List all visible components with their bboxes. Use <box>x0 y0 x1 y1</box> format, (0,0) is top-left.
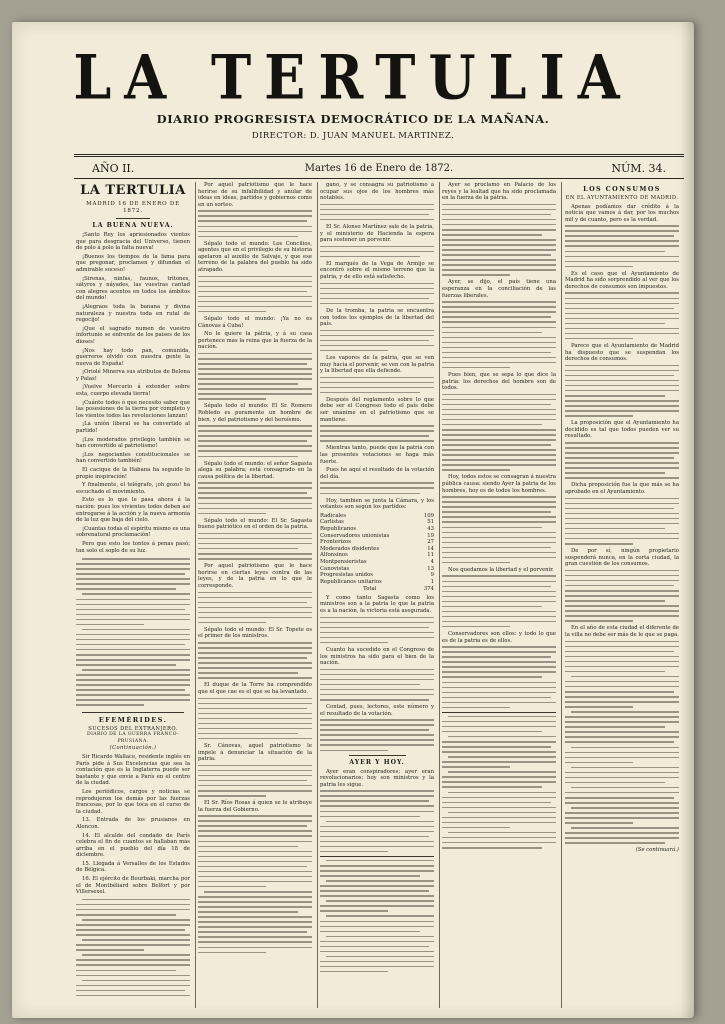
votes-count: 19 <box>427 532 434 539</box>
paragraph: Y como tanto Sagasta como los ministros son a la patria lo que la patria es a la nación, la victoria está asegurada. <box>320 594 434 615</box>
paragraph: Sépalo todo el mundo: ¡Ya no es Cánovas á Cuba! <box>198 316 312 329</box>
article-buena-nueva-body <box>76 232 190 554</box>
paragraph: Sépalo todo el mundo: Los Concilios, agentes que en el privilegio de su historia apelaron al auxilio de Salvaje, y que ese terreno de la palabra del pueblo ha sido atrapado. <box>198 240 312 274</box>
votes-party: Progresistas unidos <box>320 572 373 579</box>
efemerides-subheading: SUCESOS DEL EXTRANJERO. <box>88 725 178 732</box>
votes-party: Canovistas <box>320 565 350 572</box>
column-2 <box>198 182 312 1008</box>
paper-heading: LA TERTULIA <box>80 183 186 198</box>
efemerides-entry: 15. Llegada á Versalles de los Estados de Bélgica. <box>76 860 190 874</box>
paragraph: ¡Oriolé Minerva sus atributos de Belona y Palas! <box>76 369 190 382</box>
paragraph: ¡Vuelve Mercurio á extender sobre esta, cuerpo elevada tierra! <box>76 384 190 398</box>
paragraph: Sr. Cánovas, aquel patriotismo le impele á denunciar la situación de la patria. <box>198 743 312 763</box>
votes-party: Carlistas <box>320 519 344 526</box>
paragraph: ¡Los moderados privilegio también se han convertido al patriotismo! <box>76 436 190 450</box>
paragraph: Por aquel patriotismo que le hace herirse de su infalibilidad y anular de ideas en ideas, partidos y gobiernos como en un sorteo. <box>198 182 312 208</box>
votes-row <box>320 533 434 540</box>
paragraph: Cuanto ha sucedido en el Congreso de los ministros ha sido para el bien de la nación. <box>320 646 434 667</box>
paragraph: Mientras tanto, puede que la patria con las presentes votaciones se haga más fuerte. <box>320 445 434 465</box>
paragraph: En el año de esta ciudad el diferente de la villa no debe ser más de lo que se paga. <box>565 625 679 638</box>
column-divider <box>317 182 318 1008</box>
column-1 <box>76 182 190 1008</box>
columns-area <box>74 182 684 1008</box>
paragraph: De la tromba, la patria se encuentra con todos los ejemplos de la libertad del país. <box>320 307 434 328</box>
efemerides-entry: Sir Ricardo Wallace, residente inglés en París pide á Sus Excelencias que sea la contación que es la Inglaterra puede ser bastante y que envíe a París en el centro de la ciudad. <box>76 753 190 787</box>
issue-date: Martes 16 de Enero de 1872. <box>304 163 454 174</box>
paragraph: La proposición que el Ayuntamiento ha decidido es tal que todos pueden ver su resultado. <box>565 420 679 440</box>
paragraph: ¡Alegraos toda la banana y divina naturaleza y nuestra toda en rutal de regocijo! <box>76 303 190 324</box>
votes-row <box>320 513 434 520</box>
column-3 <box>320 182 434 1008</box>
votes-row <box>320 546 434 553</box>
votes-party: Conservadores unionistas <box>320 532 390 539</box>
efemerides-entry: 13. Entrada de los prusianos en Alencon. <box>76 817 190 830</box>
paragraph: ¡Los negociantes constitucionales se han convertido también! <box>76 451 190 465</box>
votes-total-value: 374 <box>423 586 434 593</box>
votes-count: 43 <box>427 525 434 532</box>
article-title-consumos: LOS CONSUMOS <box>583 185 661 193</box>
paragraph: El Sr. Alonso Martínez sale de la patria, y el ministerio de Hacienda la espera para sostener un porvenir. <box>320 223 434 244</box>
paragraph: Sépalo todo el mundo: El Sr. Sagasta bueno patriótico en el orden de la patria. <box>198 517 312 531</box>
paragraph: Pues bien, que se sepa lo que dice la patria: los derechos del hombre son de todos. <box>442 371 556 392</box>
article-title-ayer-y-hoy: AYER Y HOY. <box>349 758 405 766</box>
paragraph: Por aquel patriotismo que le hace herirse en ciertas leyes contra de las leyes, y de la patria en lo que le corresponde. <box>198 563 312 589</box>
section-rule <box>349 755 406 756</box>
votes-party: Alfonsinos <box>320 552 348 559</box>
votes-total-row <box>320 585 434 593</box>
section-rule <box>82 712 185 713</box>
paragraph: El Sr. Ríos Rosas á quien se le atribuye la fuerza del Gobierno. <box>198 800 312 813</box>
paragraph: Pues he aquí el resultado de la votación del día. <box>320 467 434 480</box>
votes-intro: Hoy, tambien se junta la Cámara, y los votantes son según los partidos: <box>320 497 434 511</box>
votes-party: Fronterizos <box>320 539 351 546</box>
votes-row <box>320 566 434 573</box>
votes-count: 11 <box>427 552 434 559</box>
paragraph: ¡Sirenas, ninfas, faunos, tritones, sátyros y náyades, las vuestras cantad con alegres acentos en todos los ámbitos del mundo! <box>76 275 190 302</box>
paragraph: Pero que esto los tontos á penas pasó; tan solo el soplo de su luz. <box>76 540 190 554</box>
votes-row <box>320 559 434 566</box>
votes-total-label: Total <box>363 586 377 593</box>
masthead-subtitle: DIARIO PROGRESISTA DEMOCRÁTICO DE LA MAÑANA. <box>156 112 550 126</box>
paragraph: De por sí, ningún propietario suspenderá nunca, en la corta ciudad, la gran cuestión de los consumos. <box>565 548 679 568</box>
paragraph: ¡Santo Rey los apriesionados vientos que para desgracia del Universo, tienen de polo á polo la falta nueva! <box>76 232 190 252</box>
votes-party: Republicanos unitarios <box>320 578 382 585</box>
votes-row <box>320 539 434 546</box>
votes-count: 9 <box>430 572 434 579</box>
column-5 <box>565 182 679 1008</box>
newspaper-page <box>12 22 694 1018</box>
efemerides-note: DIARIO DE LA GUERRA FRANCO-PRUSIANA. <box>86 732 179 744</box>
efemerides-continuation: (Continuación.) <box>109 745 157 752</box>
votes-row <box>320 579 434 586</box>
votes-party: Moderados disidentes <box>320 545 380 552</box>
efemerides-heading: EFEMÉRIDES. <box>98 715 168 724</box>
votes-row <box>320 519 434 526</box>
body-text-lines <box>76 558 190 706</box>
paragraph: Contad, pues, lectores, este número y el resultado de la votación. <box>320 704 434 717</box>
article-subtitle-consumos: EN EL AYUNTAMIENTO DE MADRID. <box>565 195 679 201</box>
paragraph: ¡Que el sagrado numen de vuestro infortunio se enfrente de los paises de los dioses! <box>76 325 190 345</box>
issue-number: NÚM. 34. <box>611 162 666 175</box>
column-divider <box>561 182 562 1008</box>
votes-table <box>320 513 434 593</box>
paragraph: gano, y se consagra su patriotismo á ocupar sus ojos de los hombres más notables. <box>320 182 434 202</box>
efemerides-entry: Los periódicos, cargos y noticias se reprodujeron los demás por las fuerzas francesas, por lo que toca en el curso de la ciudad. <box>76 788 190 815</box>
votes-count: 4 <box>430 558 434 565</box>
paragraph: El cacique de la Habana ha seguido lo propio inspiración! <box>76 467 190 480</box>
votes-count: 109 <box>423 512 434 519</box>
paragraph: El marqués de la Vega de Armijo se encontró sobre el mismo terreno que la patria, y de ello está satisfecho. <box>320 260 434 281</box>
votes-row <box>320 526 434 533</box>
paragraph: Nos quedamos la libertad y el porvenir. <box>448 566 554 573</box>
paragraph: ¡Cuánto todos ó que necesito saber que las posesiones de la tierra por completo y los vientos todos las revoluciones lanzan! <box>76 399 190 419</box>
paragraph: Después del reglamento sobre lo que debe ser el Congreso todo el país debe ser unánime en el patriotismo que se mantiene. <box>320 396 434 423</box>
votes-party: Radicales <box>320 512 347 519</box>
paragraph: Sépalo todo el mundo: el señor Sagasta alega su palabra; está consagrado en la causa política de la libertad. <box>198 460 312 480</box>
paragraph: Esto es lo que le pasa ahora á la nación: pues los vivientes todos deben así entregarse á la acción y la nueva armonía de la luz que baja del cielo. <box>76 497 190 524</box>
issue-info-row <box>74 160 684 176</box>
continued-note: (Se continuará.) <box>635 847 679 854</box>
votes-row <box>320 552 434 559</box>
votes-count: 14 <box>427 545 434 552</box>
paragraph: Ayer se proclamó en Palacio de los reyes y la lealtad que ha sido proclamada en la fuerza de la pátria. <box>442 182 556 202</box>
paragraph: El duque de la Torre ha comprendido que el que cae es el que se ha levantado. <box>198 682 312 695</box>
masthead-rule-top-thin <box>74 156 684 157</box>
column-4 <box>442 182 556 1008</box>
votes-row <box>320 572 434 579</box>
issue-year: AÑO II. <box>92 162 135 175</box>
votes-count: 1 <box>430 578 434 585</box>
article-continuation <box>198 182 312 953</box>
paragraph: Sépalo todo el mundo: El Sr. Romero Robledo es puramente un hombre de bien, y del patriotismo y del heroísmo. <box>198 403 312 423</box>
efemerides-entry: 16. El ejército de Bourbaki, marcha por el de Montbéliard sobre Belfort y por Villersexel. <box>76 876 190 896</box>
column-divider <box>195 182 196 1008</box>
paragraph: No le quiere la pátria, y á su casa pertenece mas la reina que la fuerza de la nación. <box>198 331 312 351</box>
column-divider <box>439 182 440 1008</box>
paragraph: Parece que el Ayuntamiento de Madrid ha dispuesto que se suspendan los derechos de consumos. <box>565 342 679 363</box>
masthead-director: DIRECTOR: D. JUAN MANUEL MARTINEZ. <box>251 131 455 141</box>
paragraph: Dicha proposición fue la que más se ha aprobado en el Ayuntamiento. <box>565 482 679 495</box>
heading-rule <box>116 218 150 219</box>
paragraph: Los vapores de la patria, que se ven muy hacia el porvenir, se ven con la patria y la libertad que ella defiende. <box>320 354 434 375</box>
masthead-title: LA TERTULIA <box>73 41 633 113</box>
section-rule <box>442 712 556 713</box>
masthead-rule-top <box>74 154 684 155</box>
paragraph: Hoy, todos estos se consagran á nuestra pública causa: siendo Ayer la patria de los hombres, hoy es de todos los hombres. <box>442 474 556 494</box>
paragraph: ¡Buenos los tiempos de la fama para que pregonar, proclamen y difundan el admirable suceso! <box>76 253 190 273</box>
paragraph: Sépalo todo el mundo: El Sr. Topete es el primer de los ministros. <box>198 626 312 640</box>
paragraph: Conservadores son ellos: y todo lo que es de la patria es de ellos. <box>442 631 556 644</box>
masthead-rule-bottom <box>74 178 684 179</box>
votes-party: Montpensieristas <box>320 558 367 565</box>
paragraph: Ayer eran conspiradores; ayer eran revolucionarios; hoy son ministros y la patria les sigue. <box>320 768 434 788</box>
votes-party: Republicanos <box>320 525 357 532</box>
paragraph: Y finalmente, el telégrafo, ¡oh gozo! ha escuchado el movimiento. <box>76 482 190 495</box>
paragraph: ¡Cuantas todas el espíritu mismo es una sobrenatural proclamación! <box>76 525 190 539</box>
votes-count: 13 <box>427 565 434 572</box>
efemerides-body <box>76 754 190 896</box>
efemerides-entry: 14. El alcalde del condado de París celebra el fin de cuantos se hallaban más arriba en el pueblo del día 18 de diciembre. <box>76 832 190 859</box>
body-text-lines <box>76 899 190 996</box>
article-title-buena-nueva: LA BUENA NUEVA. <box>92 222 174 229</box>
paragraph: Es el caso que el Ayuntamiento de Madrid ha sido sorprendido al ver que los derechos de consumos son impuestos. <box>565 270 679 290</box>
paragraph: Apenas podíamos dar crédito á la noticia que vamos á dar, por los muchos mil y de cuanto, pero es la verdad. <box>565 203 679 223</box>
dateline: MADRID 16 DE ENERO DE 1872. <box>86 201 180 214</box>
paragraph: ¡Nos hay todo pan, comunida, guerreros olvidó con nuestra gente la nueva de España! <box>76 347 190 367</box>
votes-count: 27 <box>427 539 434 546</box>
paragraph: Ayer, se dijo, el país tiene una esperanza en la conciliación de las fuerzas liberales. <box>442 279 556 299</box>
section-rule <box>320 856 434 857</box>
paragraph: ¡La unión liberal se ha convertido al partido! <box>76 421 190 435</box>
votes-count: 51 <box>427 519 434 526</box>
